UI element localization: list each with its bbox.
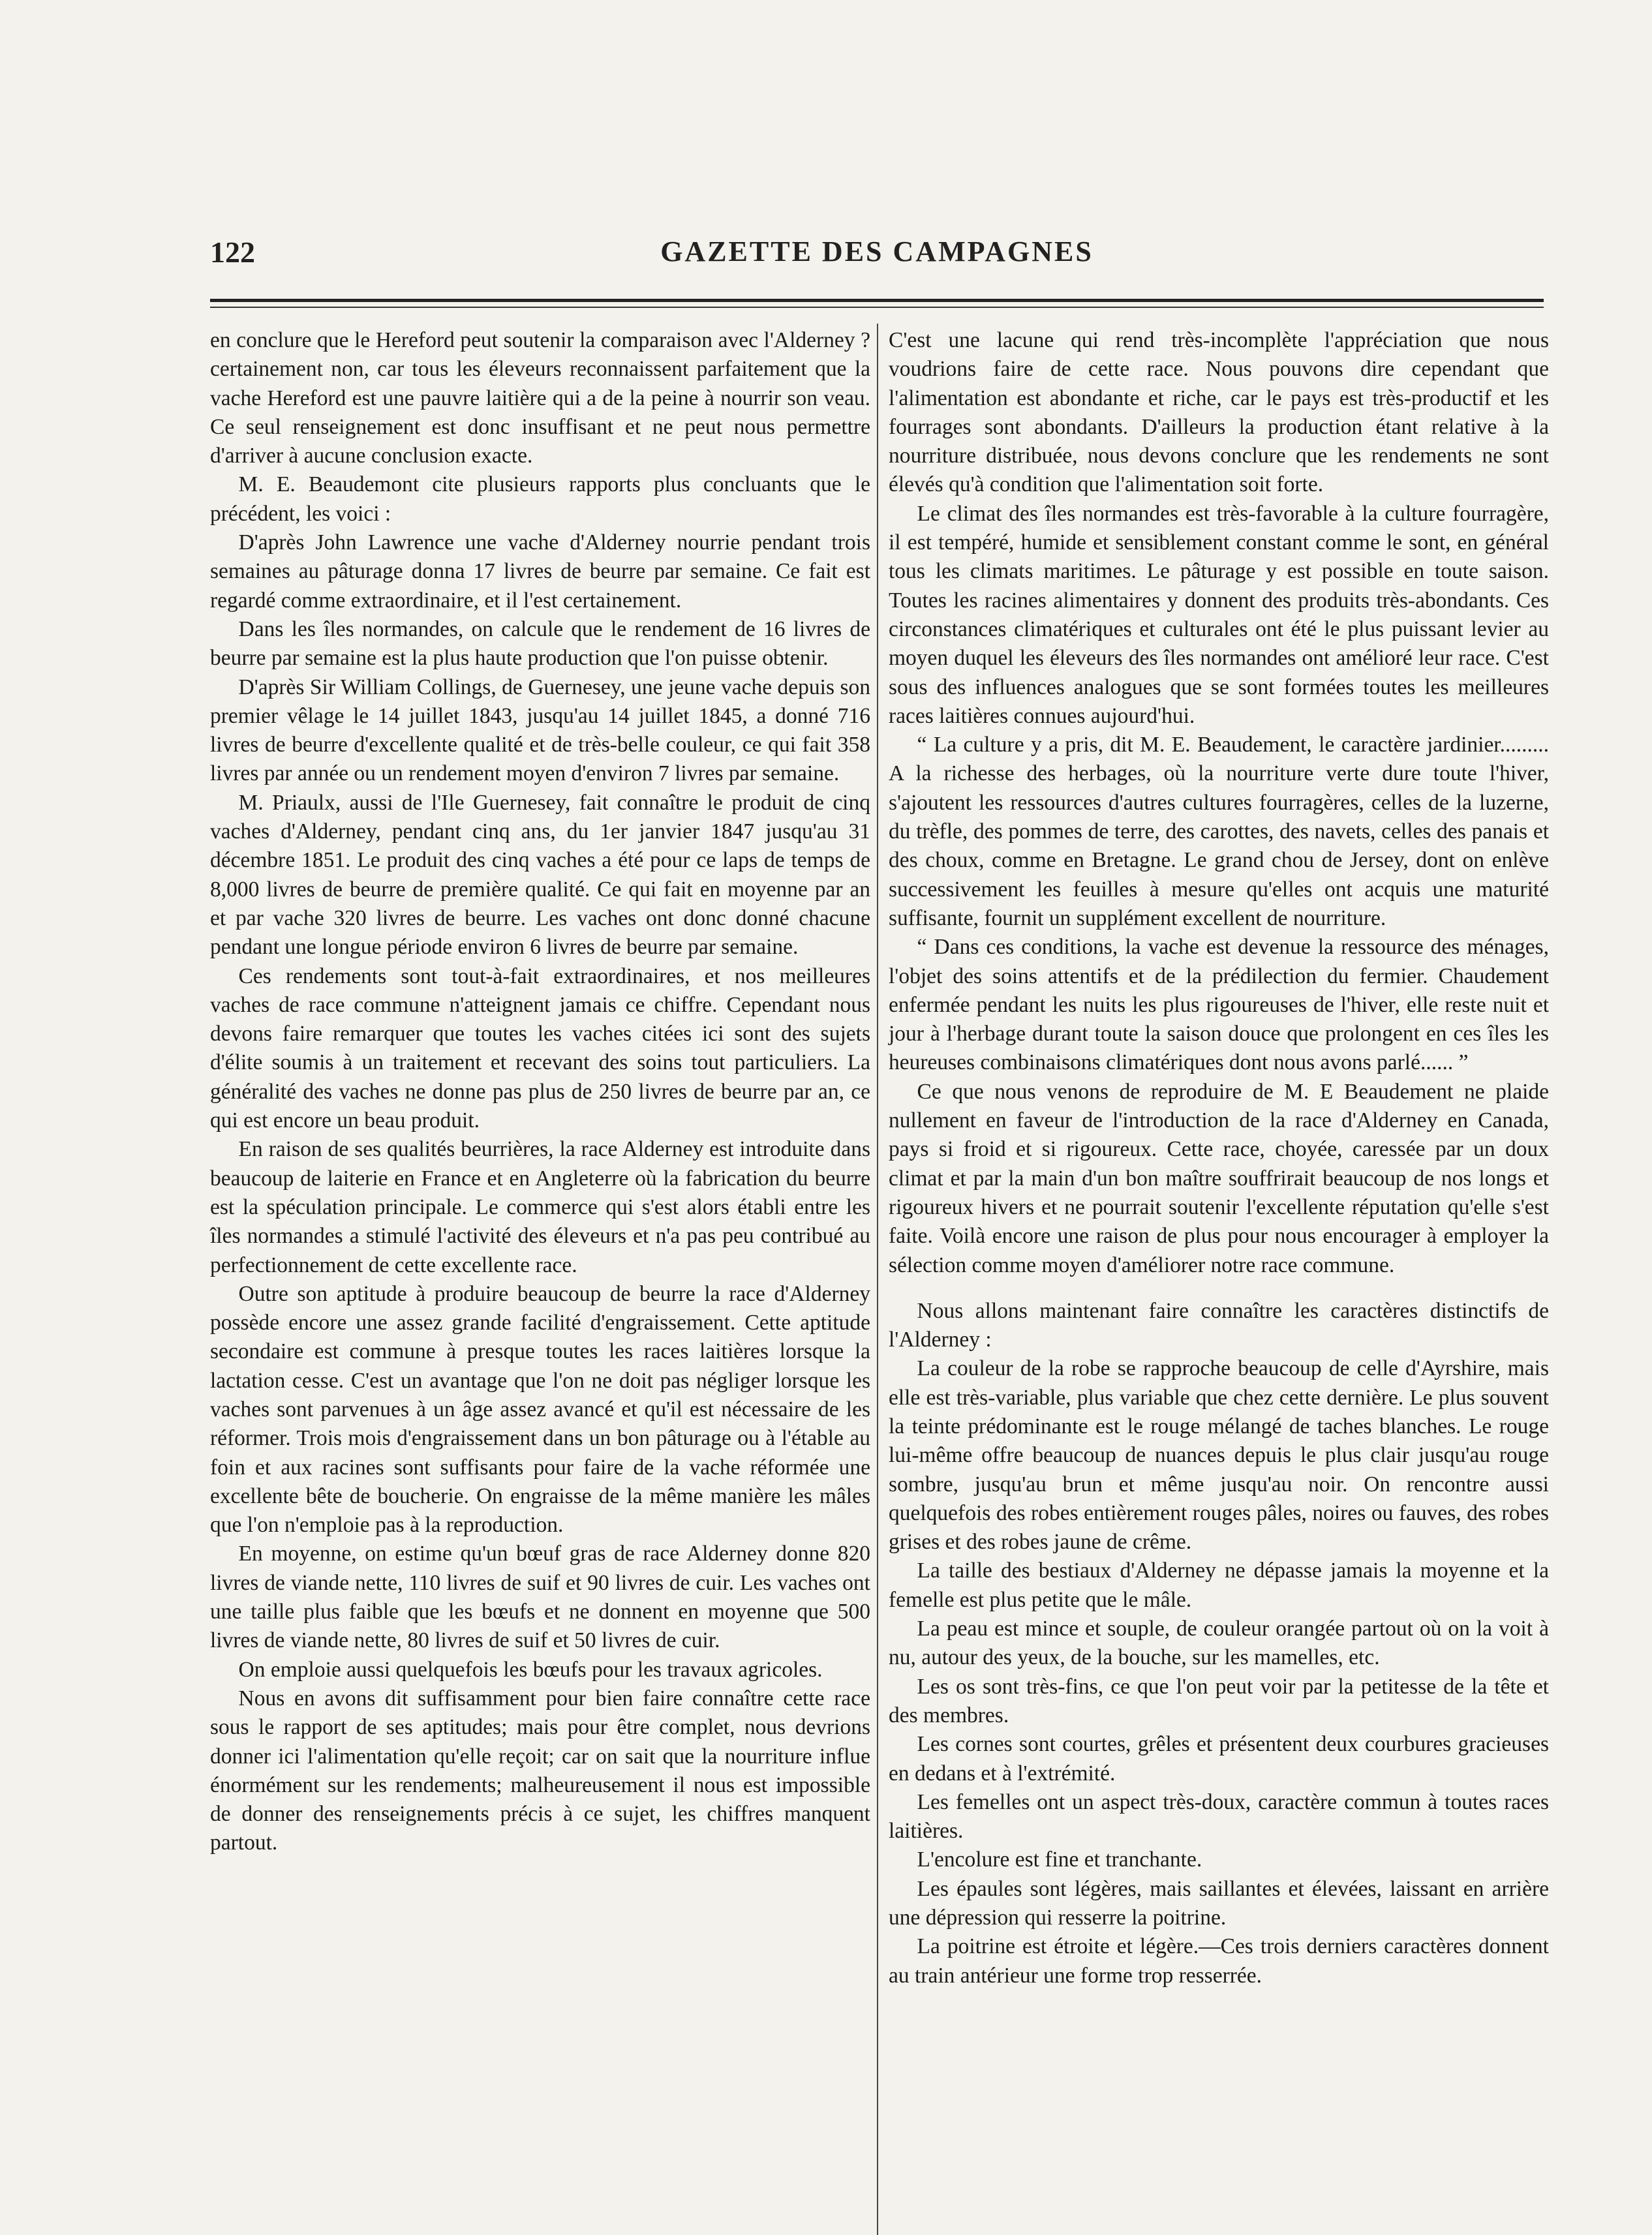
paragraph: La taille des bestiaux d'Alderney ne dépasse jamais la moyenne et la femelle est plus petite que le mâle. bbox=[889, 1558, 1549, 1612]
paragraph: En moyenne, on estime qu'un bœuf gras de race Alderney donne 820 livres de viande nette, 110 livres de suif et 90 livres de cuir. Les vaches ont une taille plus faible que les bœufs et ne donnent en moyenne que 500 livres de viande nette, 80 livres de suif et 50 livres de cuir. bbox=[210, 1542, 870, 1653]
right-column bbox=[889, 326, 1549, 1990]
running-title: GAZETTE DES CAMPAGNES bbox=[660, 236, 1094, 267]
paragraph: Nous allons maintenant faire connaître les caractères distinctifs de l'Alderney : bbox=[889, 1298, 1549, 1352]
paragraph: On emploie aussi quelquefois les bœufs pour les travaux agricoles. bbox=[238, 1657, 823, 1682]
column-divider bbox=[877, 324, 878, 2235]
paragraph: Nous en avons dit suffisamment pour bien faire connaître cette race sous le rapport de ses aptitudes; mais pour être complet, nous devrions donner ici l'alimentation qu'elle reçoit; car on sait que la nourriture influe énormément sur les rendements; malheureusement il nous est impossible de donner des renseignements précis à ce sujet, les chiffres manquent partout. bbox=[210, 1686, 870, 1855]
paragraph: Le climat des îles normandes est très-favorable à la culture fourragère, il est tempéré, humide et sensiblement constant comme le sont, en général tous les climats maritimes. Le pâturage y est possible en toute saison. Toutes les racines alimentaires y donnent des produits très-abondants. Ces circonstances climatériques et culturales ont été le plus puissant levier au moyen duquel les éleveurs des îles normandes ont amélioré leur race. C'est sous des influences analogues que se sont formées toutes les meilleures races laitières connues aujourd'hui. bbox=[889, 501, 1549, 728]
page-number: 122 bbox=[210, 236, 255, 269]
paragraph: D'après John Lawrence une vache d'Alderney nourrie pendant trois semaines au pâturage donna 17 livres de beurre par semaine. Ce fait est regardé comme extraordinaire, et il l'est certainement. bbox=[210, 530, 870, 613]
paragraph: La couleur de la robe se rapproche beaucoup de celle d'Ayrshire, mais elle est très-variable, plus variable que chez cette dernière. Le plus souvent la teinte prédominante est le rouge mélangé de taches blanches. Le rouge lui-même offre beaucoup de nuances depuis le plus clair jusqu'au rouge sombre, jusqu'au brun et même jusqu'au noir. On rencontre aussi quelquefois des robes entièrement rouges pâles, noires ou fauves, des robes grises et des robes jaune de crême. bbox=[889, 1356, 1549, 1555]
paragraph: Ces rendements sont tout-à-fait extraordinaires, et nos meilleures vaches de race commune n'atteignent jamais ce chiffre. Cependant nous devons faire remarquer que toutes les vaches citées ici sont des sujets d'élite soumis à un traitement et recevant des soins tout particuliers. La généralité des vaches ne donne pas plus de 250 livres de beurre par an, ce qui est encore un beau produit. bbox=[210, 964, 870, 1133]
paragraph: L'encolure est fine et tranchante. bbox=[917, 1847, 1202, 1872]
paragraph: M. Priaulx, aussi de l'Ile Guernesey, fait connaître le produit de cinq vaches d'Alderney, pendant cinq ans, du 1er janvier 1847 jusqu'au 31 décembre 1851. Le produit des cinq vaches a été pour ce laps de temps de 8,000 livres de beurre de première qualité. Ce qui fait en moyenne par an et par vache 320 livres de beurre. Les vaches ont donc donné chacune pendant une longue période environ 6 livres de beurre par semaine. bbox=[210, 790, 870, 960]
paragraph: Ce que nous venons de reproduire de M. E Beaudement ne plaide nullement en faveur de l'introduction de la race d'Alderney en Canada, pays si froid et si rigoureux. Cette race, choyée, caressée par un doux climat et par la main d'un bon maître souffrirait beaucoup de nos longs et rigoureux hivers et ne pourrait soutenir l'excellente réputation qu'elle s'est faite. Voilà encore une raison de plus pour nous encourager à employer la sélection comme moyen d'améliorer notre race commune. bbox=[889, 1079, 1549, 1277]
paragraph: en conclure que le Hereford peut soutenir la comparaison avec l'Alderney ? certainement non, car tous les éleveurs reconnaissent parfaitement que la vache Hereford est une pauvre laitière qui a de la peine à nourrir son veau. Ce seul renseignement est donc insuffisant et ne peut nous permettre d'arriver à aucune conclusion exacte. bbox=[210, 328, 870, 468]
paragraph: La peau est mince et souple, de couleur orangée partout où on la voit à nu, autour des yeux, de la bouche, sur les mamelles, etc. bbox=[889, 1617, 1549, 1670]
paragraph: Les épaules sont légères, mais saillantes et élevées, laissant en arrière une dépression qui resserre la poitrine. bbox=[889, 1876, 1549, 1930]
left-column bbox=[210, 326, 870, 1858]
paragraph: M. E. Beaudemont cite plusieurs rapports plus concluants que le précédent, les voici : bbox=[210, 472, 870, 526]
paragraph: “ Dans ces conditions, la vache est devenue la ressource des ménages, l'objet des soins attentifs et de la prédilection du fermier. Chaudement enfermée pendant les nuits les plus rigoureuses de l'hiver, elle reste nuit et jour à l'herbage durant toute la saison douce que prolongent en ces îles les heureuses combinaisons climatériques dont nous avons parlé...... ” bbox=[889, 935, 1549, 1075]
header-rule-thin bbox=[210, 307, 1544, 308]
paragraph: En raison de ses qualités beurrières, la race Alderney est introduite dans beaucoup de laiterie en France et en Angleterre où la fabrication du beurre est la spéculation principale. Le commerce qui s'est alors établi entre les îles normandes a stimulé l'activité des éleveurs et n'a pas peu contribué au perfectionnement de cette excellente race. bbox=[210, 1137, 870, 1277]
paragraph: Dans les îles normandes, on calcule que le rendement de 16 livres de beurre par semaine est la plus haute production que l'on puisse obtenir. bbox=[210, 616, 870, 671]
paragraph: C'est une lacune qui rend très-incomplète l'appréciation que nous voudrions faire de cette race. Nous pouvons dire cependant que l'alimentation est abondante et riche, car le pays est très-productif et les fourrages sont abondants. D'ailleurs la production étant relative à la nourriture distribuée, nous devons conclure que les rendements ne sont élevés qu'à condition que l'alimentation soit forte. bbox=[889, 328, 1549, 497]
paragraph: Les cornes sont courtes, grêles et présentent deux courbures gracieuses en dedans et à l'extrémité. bbox=[889, 1732, 1549, 1786]
paragraph: “ La culture y a pris, dit M. E. Beaudement, le caractère jardinier......... A la richesse des herbages, où la nourriture verte dure toute l'hiver, s'ajoutent les ressources d'autres cultures fourragères, celles de la luzerne, du trèfle, des pommes de terre, des carottes, des navets, celles des panais et des choux, comme en Bretagne. Le grand chou de Jersey, dont on enlève successivement les feuilles à mesure qu'elles ont acquis une maturité suffisante, fournit un supplément excellent de nourriture. bbox=[889, 733, 1549, 930]
paragraph: Les os sont très-fins, ce que l'on peut voir par la petitesse de la tête et des membres. bbox=[889, 1674, 1549, 1727]
page-header bbox=[210, 235, 1544, 274]
paragraph: Outre son aptitude à produire beaucoup de beurre la race d'Alderney possède encore une assez grande facilité d'engraissement. Cette aptitude secondaire est commune à presque toutes les races laitières lorsque la lactation cesse. C'est un avantage que l'on ne doit pas négliger lorsque les vaches sont parvenues à un âge assez avancé et qu'il est nécessaire de les réformer. Trois mois d'engraissement dans un bon pâturage ou à l'étable au foin et aux racines sont suffisants pour faire de la vache réformée une excellente bête de boucherie. On engraisse de la même manière les mâles que l'on n'emploie pas à la reproduction. bbox=[210, 1281, 870, 1538]
header-rule-thick bbox=[210, 299, 1544, 302]
paragraph: Les femelles ont un aspect très-doux, caractère commun à toutes races laitières. bbox=[889, 1789, 1549, 1844]
paragraph: La poitrine est étroite et légère.—Ces trois derniers caractères donnent au train antérieur une forme trop resserrée. bbox=[889, 1934, 1549, 1988]
paragraph: D'après Sir William Collings, de Guernesey, une jeune vache depuis son premier vêlage le 14 juillet 1843, jusqu'au 14 juillet 1845, a donné 716 livres de beurre d'excellente qualité et de très-belle couleur, ce qui fait 358 livres par année ou un rendement moyen d'environ 7 livres par semaine. bbox=[210, 675, 870, 786]
